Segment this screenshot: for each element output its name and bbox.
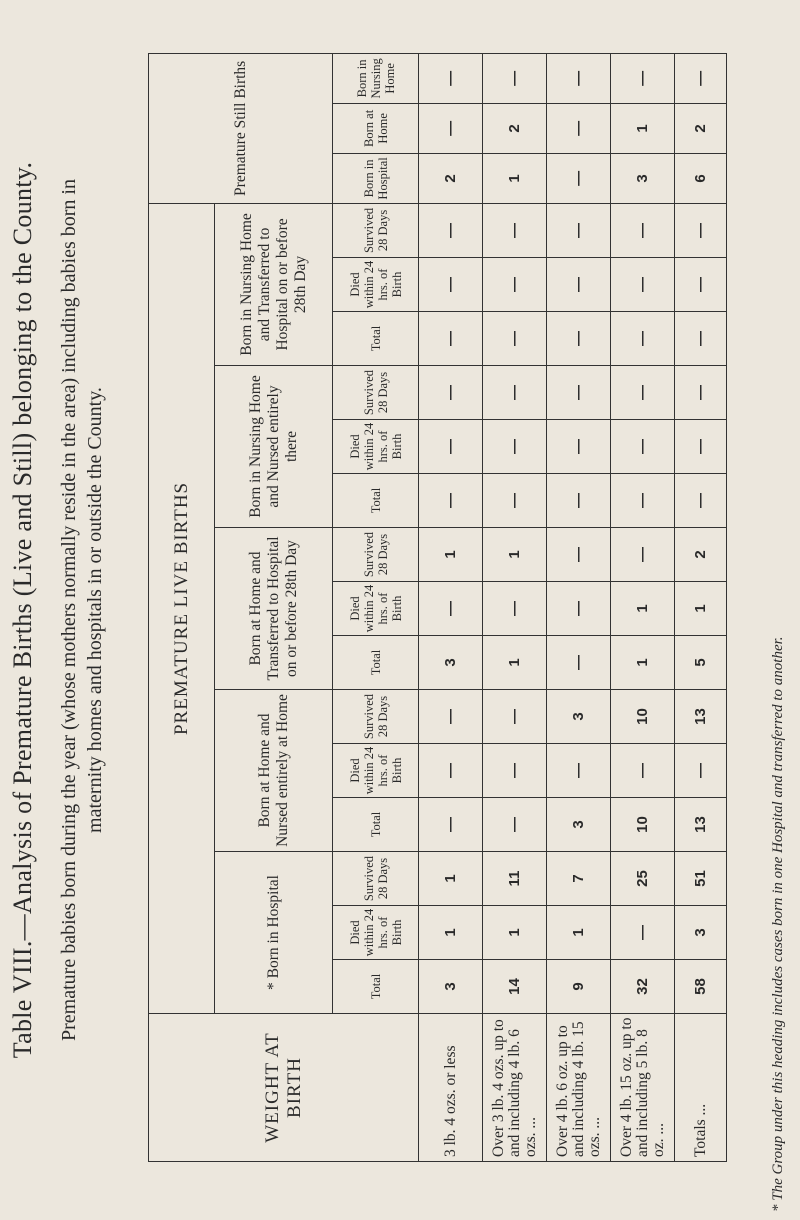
value-cell: 51 [675, 852, 727, 906]
group-nursing-home-nursed-there: Born in Nursing Home and Nursed entirely there [215, 366, 333, 528]
value-cell: 1 [611, 582, 675, 636]
value-cell: — [547, 312, 611, 366]
value-cell: — [611, 420, 675, 474]
weight-label: Over 3 lb. 4 ozs. up to and including 4 lb. 6 ozs. ... [483, 1014, 547, 1162]
value-cell: — [419, 582, 483, 636]
value-cell: 1 [611, 636, 675, 690]
subtitle-line-1: Premature babies born during the year (whose mothers normally reside in the area) including babies born in [58, 179, 80, 1041]
value-cell: — [547, 744, 611, 798]
value-cell: — [483, 53, 547, 103]
value-cell: — [611, 366, 675, 420]
value-cell: — [675, 203, 727, 257]
value-cell: — [547, 474, 611, 528]
value-cell: — [419, 690, 483, 744]
subcol-header: Survived 28 Days [333, 528, 419, 582]
value-cell: 1 [419, 528, 483, 582]
value-cell: — [419, 366, 483, 420]
value-cell: — [547, 203, 611, 257]
value-cell: — [483, 690, 547, 744]
value-cell: — [483, 312, 547, 366]
table-title: Table VIII.—Analysis of Premature Births (Live and Still) belonging to the County. [8, 161, 37, 1059]
value-cell: 1 [419, 852, 483, 906]
value-cell: 1 [675, 582, 727, 636]
still-subcol-header: Born in Hospital [333, 153, 419, 203]
value-cell: 3 [547, 690, 611, 744]
subcol-header: Survived 28 Days [333, 690, 419, 744]
value-cell: — [419, 312, 483, 366]
weight-label: Over 4 lb. 15 oz. up to and including 5 lb. 8 oz. ... [611, 1014, 675, 1162]
group-home-nursed-at-home: Born at Home and Nursed entirely at Home [215, 690, 333, 852]
subcol-header: Total [333, 960, 419, 1014]
subcol-header: Total [333, 798, 419, 852]
value-cell: 9 [547, 960, 611, 1014]
value-cell: 6 [675, 153, 727, 203]
value-cell: 1 [611, 103, 675, 153]
value-cell: — [483, 798, 547, 852]
value-cell: — [483, 744, 547, 798]
value-cell: — [419, 744, 483, 798]
weight-label: 3 lb. 4 ozs. or less [419, 1014, 483, 1162]
value-cell: 10 [611, 690, 675, 744]
value-cell: — [611, 906, 675, 960]
group-home-transferred: Born at Home and Transferred to Hospital on or before 28th Day [215, 528, 333, 690]
subcol-header: Total [333, 636, 419, 690]
still-subcol-header: Born at Home [333, 103, 419, 153]
value-cell: — [483, 582, 547, 636]
value-cell: 25 [611, 852, 675, 906]
value-cell: — [675, 744, 727, 798]
value-cell: 32 [611, 960, 675, 1014]
value-cell: 11 [483, 852, 547, 906]
value-cell: — [547, 258, 611, 312]
value-cell: 1 [547, 906, 611, 960]
value-cell: 1 [483, 528, 547, 582]
value-cell: — [611, 258, 675, 312]
value-cell: — [483, 203, 547, 257]
subcol-header: Survived 28 Days [333, 852, 419, 906]
value-cell: 2 [675, 103, 727, 153]
value-cell: 1 [483, 153, 547, 203]
value-cell: 3 [419, 636, 483, 690]
value-cell: 3 [675, 906, 727, 960]
value-cell: — [419, 103, 483, 153]
value-cell: — [611, 203, 675, 257]
subcol-header: Died within 24 hrs. of Birth [333, 744, 419, 798]
subcol-header: Died within 24 hrs. of Birth [333, 906, 419, 960]
value-cell: — [483, 474, 547, 528]
subcol-header: Died within 24 hrs. of Birth [333, 420, 419, 474]
value-cell: 2 [483, 103, 547, 153]
subcol-header: Died within 24 hrs. of Birth [333, 582, 419, 636]
value-cell: — [675, 312, 727, 366]
value-cell: — [547, 582, 611, 636]
value-cell: 10 [611, 798, 675, 852]
value-cell: — [419, 798, 483, 852]
subcol-header: Died within 24 hrs. of Birth [333, 258, 419, 312]
table-row [419, 53, 483, 1161]
value-cell: 13 [675, 690, 727, 744]
value-cell: — [675, 53, 727, 103]
value-cell: — [675, 366, 727, 420]
value-cell: — [419, 53, 483, 103]
premature-births-table [148, 53, 727, 1162]
weight-label: Over 4 lb. 6 oz. up to and including 4 lb. 15 ozs. ... [547, 1014, 611, 1162]
value-cell: — [547, 366, 611, 420]
table-row [547, 53, 611, 1161]
value-cell: 2 [675, 528, 727, 582]
value-cell: — [547, 153, 611, 203]
footnote: * The Group under this heading includes cases born in one Hospital and transferred to another. [770, 636, 786, 1212]
value-cell: — [611, 474, 675, 528]
still-births-header: Premature Still Births [149, 53, 333, 203]
value-cell: — [483, 420, 547, 474]
table-row [483, 53, 547, 1161]
group-nursing-home-transferred: Born in Nursing Home and Transferred to Hospital on or before 28th Day [215, 203, 333, 365]
value-cell: — [675, 258, 727, 312]
value-cell: 5 [675, 636, 727, 690]
value-cell: — [611, 53, 675, 103]
value-cell: — [419, 474, 483, 528]
value-cell: — [419, 258, 483, 312]
still-subcol-header: Born in Nursing Home [333, 53, 419, 103]
group-born-in-hospital: * Born in Hospital [215, 852, 333, 1014]
value-cell: 14 [483, 960, 547, 1014]
value-cell: — [419, 203, 483, 257]
value-cell: — [547, 53, 611, 103]
value-cell: — [419, 420, 483, 474]
value-cell: 1 [483, 636, 547, 690]
weight-header: WEIGHT AT BIRTH [149, 1014, 419, 1162]
value-cell: 1 [483, 906, 547, 960]
table-row [675, 53, 727, 1161]
value-cell: — [547, 420, 611, 474]
value-cell: 13 [675, 798, 727, 852]
table-row [611, 53, 675, 1161]
weight-label: Totals ... [675, 1014, 727, 1162]
value-cell: — [611, 528, 675, 582]
live-births-header: PREMATURE LIVE BIRTHS [149, 203, 215, 1013]
value-cell: — [675, 474, 727, 528]
subcol-header: Total [333, 474, 419, 528]
value-cell: 3 [547, 798, 611, 852]
subcol-header: Survived 28 Days [333, 203, 419, 257]
value-cell: — [483, 258, 547, 312]
value-cell: — [547, 636, 611, 690]
value-cell: 3 [419, 960, 483, 1014]
value-cell: 7 [547, 852, 611, 906]
subcol-header: Total [333, 312, 419, 366]
subcol-header: Survived 28 Days [333, 366, 419, 420]
value-cell: 3 [611, 153, 675, 203]
value-cell: — [611, 744, 675, 798]
value-cell: 2 [419, 153, 483, 203]
value-cell: — [547, 528, 611, 582]
value-cell: — [547, 103, 611, 153]
value-cell: — [675, 420, 727, 474]
value-cell: — [611, 312, 675, 366]
value-cell: 1 [419, 906, 483, 960]
subtitle-line-2: maternity homes and hospitals in or outside the County. [84, 387, 106, 833]
value-cell: 58 [675, 960, 727, 1014]
value-cell: — [483, 366, 547, 420]
